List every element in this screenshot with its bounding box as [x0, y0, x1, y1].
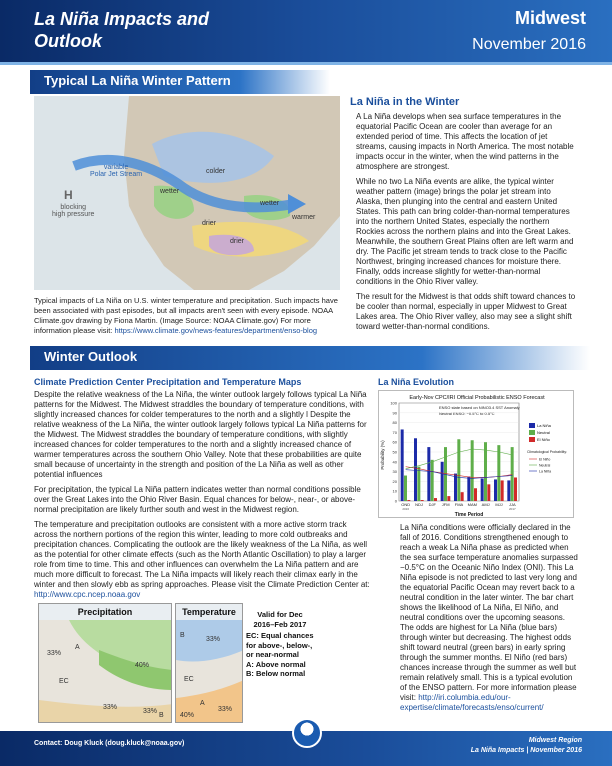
- x-tick-label: MJJ: [495, 502, 503, 507]
- legend-label: Neutral: [537, 430, 550, 435]
- high-pressure-symbol: H: [64, 188, 73, 202]
- footer-contact: Contact: Doug Kluck (doug.kluck@noaa.gov): [34, 740, 185, 747]
- clim-legend-label: Neutral: [539, 463, 551, 468]
- winter-paragraph-1: A La Niña develops when sea surface temperatures in the equatorial Pacific Ocean are cooler than average for an extended period of time. This affects the location of jet streams, causing impacts in North America. The most notable impacts occur in the winter, when the wind patterns in the atmosphere are strongest.: [356, 112, 574, 171]
- enso-chart-svg: [379, 391, 575, 519]
- chart-note-1: ENSO state based on NINO3.4 SST Anomaly: [439, 405, 520, 410]
- legend-swatch: [529, 423, 535, 428]
- precip-label-b: B: [159, 712, 164, 719]
- legend-a: A: Above normal: [246, 659, 306, 669]
- evolution-heading: La Niña Evolution: [378, 377, 455, 387]
- temperature-outlook-map: [175, 603, 243, 723]
- wetter-label-west: wetter: [160, 188, 180, 195]
- legend-swatch: [529, 430, 535, 435]
- footer-issue: La Niña Impacts | November 2016: [470, 747, 582, 754]
- chart-title: Early-Nov CPC/IRI Official Probabilistic ENSO Forecast: [409, 395, 545, 401]
- evolution-text: [400, 523, 578, 718]
- page-header: [0, 0, 612, 62]
- outlook-legend: [246, 610, 314, 679]
- precip-label-40: 40%: [135, 662, 150, 669]
- outlook-text: [34, 390, 370, 605]
- y-tick-label: 10: [392, 488, 397, 494]
- bar-neutral-djf: [431, 460, 434, 501]
- bar-elnio-ond: [407, 500, 410, 501]
- y-tick-label: 20: [392, 478, 397, 484]
- blocking-label: blocking high pressure: [52, 204, 95, 218]
- precipitation-outlook-map: [38, 603, 172, 723]
- valid-period: Valid for Dec 2016–Feb 2017: [253, 610, 307, 629]
- cpc-heading: Climate Prediction Center Precipitation and Temperature Maps: [34, 377, 302, 387]
- issue-date: November 2016: [472, 36, 586, 53]
- chart-xlabel: Time Period: [454, 512, 484, 518]
- drier-label-south: drier: [230, 238, 245, 245]
- y-tick-label: 80: [392, 420, 397, 426]
- outlook-paragraph-3: The temperature and precipitation outlooks are consistent with a more active storm track across the northern portions of the region this winter, leading to more cold outbreaks and precipitation chances. Complicating the outlook are the likely weakness of the La Niña, as well as the potential for other climate effects (such as the North Atlantic Oscillation) to play a larger role from time to time. This and other influences can overwhelm the La Niña pattern and are much more difficult to forecast. The La Niña impacts will likely reach their climax early in the winter and then slowly ebb as spring approaches. Please visit the Climate Prediction Center at:: [34, 520, 370, 589]
- x-tick-sublabel: 2017: [508, 507, 516, 511]
- section-title-pattern: Typical La Niña Winter Pattern: [44, 73, 231, 88]
- footer-region: Midwest Region: [528, 737, 582, 744]
- chart-plot-area: [390, 401, 519, 512]
- temp-map-title: Temperature: [176, 604, 242, 620]
- x-tick-sublabel: 2016: [402, 507, 410, 511]
- header-rule: [0, 62, 612, 65]
- bar-lania-ond: [401, 429, 404, 501]
- page-title: La Niña Impacts and Outlook: [34, 9, 210, 51]
- legend-label: El Niño: [537, 437, 550, 442]
- bar-elnio-mam: [474, 488, 477, 501]
- la-nina-pattern-map: [34, 96, 340, 290]
- region-label: Midwest: [514, 8, 586, 28]
- section-band-outlook: [30, 346, 590, 370]
- winter-text: [356, 112, 578, 337]
- y-tick-label: 60: [392, 439, 397, 445]
- cpc-link[interactable]: http://www.cpc.ncep.noaa.gov: [34, 590, 141, 599]
- bar-neutral-mjj: [497, 445, 500, 501]
- legend-ec: EC: Equal chances for above-, below-, or near-normal: [246, 631, 314, 659]
- bar-lania-jfm: [441, 462, 444, 501]
- clim-legend-title: Climatological Probability:: [527, 450, 568, 454]
- precip-label-33b: 33%: [103, 704, 118, 711]
- bar-lania-mam: [467, 477, 470, 502]
- y-tick-label: 90: [392, 410, 397, 416]
- y-tick-label: 50: [392, 449, 397, 455]
- y-tick-label: 30: [392, 469, 397, 475]
- bar-elnio-amj: [487, 484, 490, 501]
- y-tick-label: 100: [390, 400, 397, 406]
- legend-swatch: [529, 437, 535, 442]
- temp-label-33a: 33%: [206, 636, 221, 643]
- x-tick-label: OND: [401, 502, 411, 507]
- x-tick-label: JFM: [441, 502, 450, 507]
- bar-lania-ndj: [414, 438, 417, 501]
- bar-elnio-ndj: [421, 500, 424, 501]
- bar-lania-djf: [427, 447, 430, 501]
- x-tick-label: MAM: [467, 502, 478, 507]
- warmer-label: warmer: [292, 214, 316, 221]
- section-title-outlook: Winter Outlook: [44, 349, 138, 364]
- bar-elnio-jja: [514, 477, 517, 501]
- colder-label: colder: [206, 168, 226, 175]
- temp-label-b: B: [180, 632, 185, 639]
- winter-paragraph-3: The result for the Midwest is that odds shift toward chances to be cooler than normal, especially in upper Midwest to Great Lakes area. The Ohio River valley, also may see a slight shift toward wetter-than-normal conditions.: [356, 292, 576, 331]
- x-tick-label: JJA: [508, 502, 516, 507]
- x-tick-label: NDJ: [415, 502, 423, 507]
- temp-label-ec: EC: [184, 676, 194, 683]
- noaa-logo-icon: [292, 718, 322, 748]
- winter-heading: La Niña in the Winter: [350, 96, 460, 108]
- chart-legend: [527, 423, 567, 474]
- map-caption-text: Typical impacts of La Niña on U.S. winter temperature and precipitation. Such impacts have been associated with past episodes, but all impacts aren't seen with every episode. NOAA Climate.gov drawing by Fiona Martin. (Image Source: NOAA Climate.gov) For more information please visit:: [34, 296, 338, 335]
- bar-neutral-amj: [484, 442, 487, 501]
- wetter-label-east: wetter: [260, 200, 280, 207]
- bar-lania-mjj: [494, 479, 497, 501]
- chart-note-2: Neutral ENSO: −0.5°C to 0.5°C: [439, 411, 495, 416]
- legend-b: B: Below normal: [246, 669, 306, 678]
- precip-map-title: Precipitation: [39, 604, 171, 620]
- precip-label-33c: 33%: [143, 708, 158, 715]
- enso-forecast-chart: [378, 390, 574, 518]
- bar-neutral-ndj: [417, 467, 420, 501]
- section-band-pattern: [30, 70, 330, 94]
- jet-label: variable Polar Jet Stream: [90, 164, 143, 178]
- x-tick-label: AMJ: [481, 502, 490, 507]
- x-tick-label: DJF: [428, 502, 437, 507]
- bar-elnio-fma: [461, 492, 464, 501]
- map-caption-link[interactable]: https://www.climate.gov/news-features/department/enso-blog: [114, 326, 318, 335]
- chart-ylabel: Probability (%): [380, 440, 385, 470]
- y-tick-label: 70: [392, 429, 397, 435]
- bar-neutral-fma: [457, 439, 460, 501]
- bar-neutral-ond: [404, 476, 407, 501]
- temp-label-33b: 33%: [218, 706, 233, 713]
- y-tick-label: 40: [392, 459, 397, 465]
- drier-label-north: drier: [202, 220, 217, 227]
- winter-paragraph-2: While no two La Niña events are alike, the typical winter weather pattern (image) brings the polar jet stream into Alaska, then plunging into the central and eastern United States. This path can bring colder-than-normal temperatures into the northern United States, especially the northern Rockies across the northern plains and into the Great Lakes. Meanwhile, the southern Great Plains often are left warm and dry. The Pacific jet stream tends to track close to the Pacific Northwest, bringing increased chances for moisture there. Finally, odds increase slightly for wetter-than-normal conditions in the Ohio River valley.: [356, 177, 574, 286]
- bar-lania-amj: [481, 478, 484, 501]
- legend-label: La Niña: [537, 423, 551, 428]
- bar-lania-jja: [507, 480, 510, 501]
- pattern-map-graphic: [34, 96, 340, 290]
- bar-elnio-mjj: [501, 480, 504, 501]
- y-tick-label: 0: [394, 498, 397, 504]
- clim-legend-label: El Niño: [539, 457, 551, 462]
- clim-legend-label: La Niña: [539, 469, 552, 474]
- outlook-paragraph-1: Despite the relative weakness of the La Niña, the winter outlook largely follows typical La Niña patterns for the Midwest. The Midwest straddles the boundary of temperature conditions, with slightly increased chances for colder temperatures to the north and a slightly l Despite the relative weakness of the La Niña, the winter outlook largely follows typical La Niña patterns for the Midwest. The Midwest straddles the boundary of temperature conditions, with slightly increased chances for colder temperatures to the north and a slightly increased chance of warmer temperatures across the southern Ohio Valley. Note that these probabilities are quite small because of uncertainty in the strength and position of the La Niña as well as other potential influences: [34, 390, 367, 479]
- outlook-paragraph-2: For precipitation, the typical La Niña pattern indicates wetter than normal conditions possible over the Great Lakes into the Ohio River Basin. Equal chances for below-, near-, or above-normal precipitation are likely further south and west in the Midwest region.: [34, 485, 361, 514]
- map-caption: [34, 296, 344, 336]
- precip-label-ec: EC: [59, 678, 69, 685]
- bar-elnio-djf: [434, 498, 437, 501]
- evolution-paragraph: La Niña conditions were officially declared in the fall of 2016. Conditions strengthened enough to reach a weak La Niña phase as predicted when the sea surface temperature anomalies surpassed −0.5°C on the Oceanic Niño Index (ONI). This La Niña episode is not predicted to last very long and the equatorial Pacific Ocean may revert back to a neutral condition in the later winter. The bar chart shows the likelihood of La Niña, El Niño, and neutral conditions over the upcoming seasons. The odds are highest for La Niña (blue bars) through winter but decreasing. The highest odds shift toward neutral (green bars) in early spring through the summer months. El Niño (red bars) chances increase through the summer as well but remain relatively small. This is a typical evolution of the ENSO pattern. For more information please visit:: [400, 523, 578, 702]
- bar-lania-fma: [454, 474, 457, 501]
- precip-label-33a: 33%: [47, 650, 62, 657]
- temp-label-40: 40%: [180, 712, 195, 719]
- precip-label-a: A: [75, 644, 80, 651]
- temp-label-a: A: [200, 700, 205, 707]
- iri-link[interactable]: http://iri.columbia.edu/our-expertise/climate/forecasts/enso/current/: [400, 693, 544, 712]
- bar-elnio-jfm: [447, 496, 450, 501]
- x-tick-label: FMA: [454, 502, 464, 507]
